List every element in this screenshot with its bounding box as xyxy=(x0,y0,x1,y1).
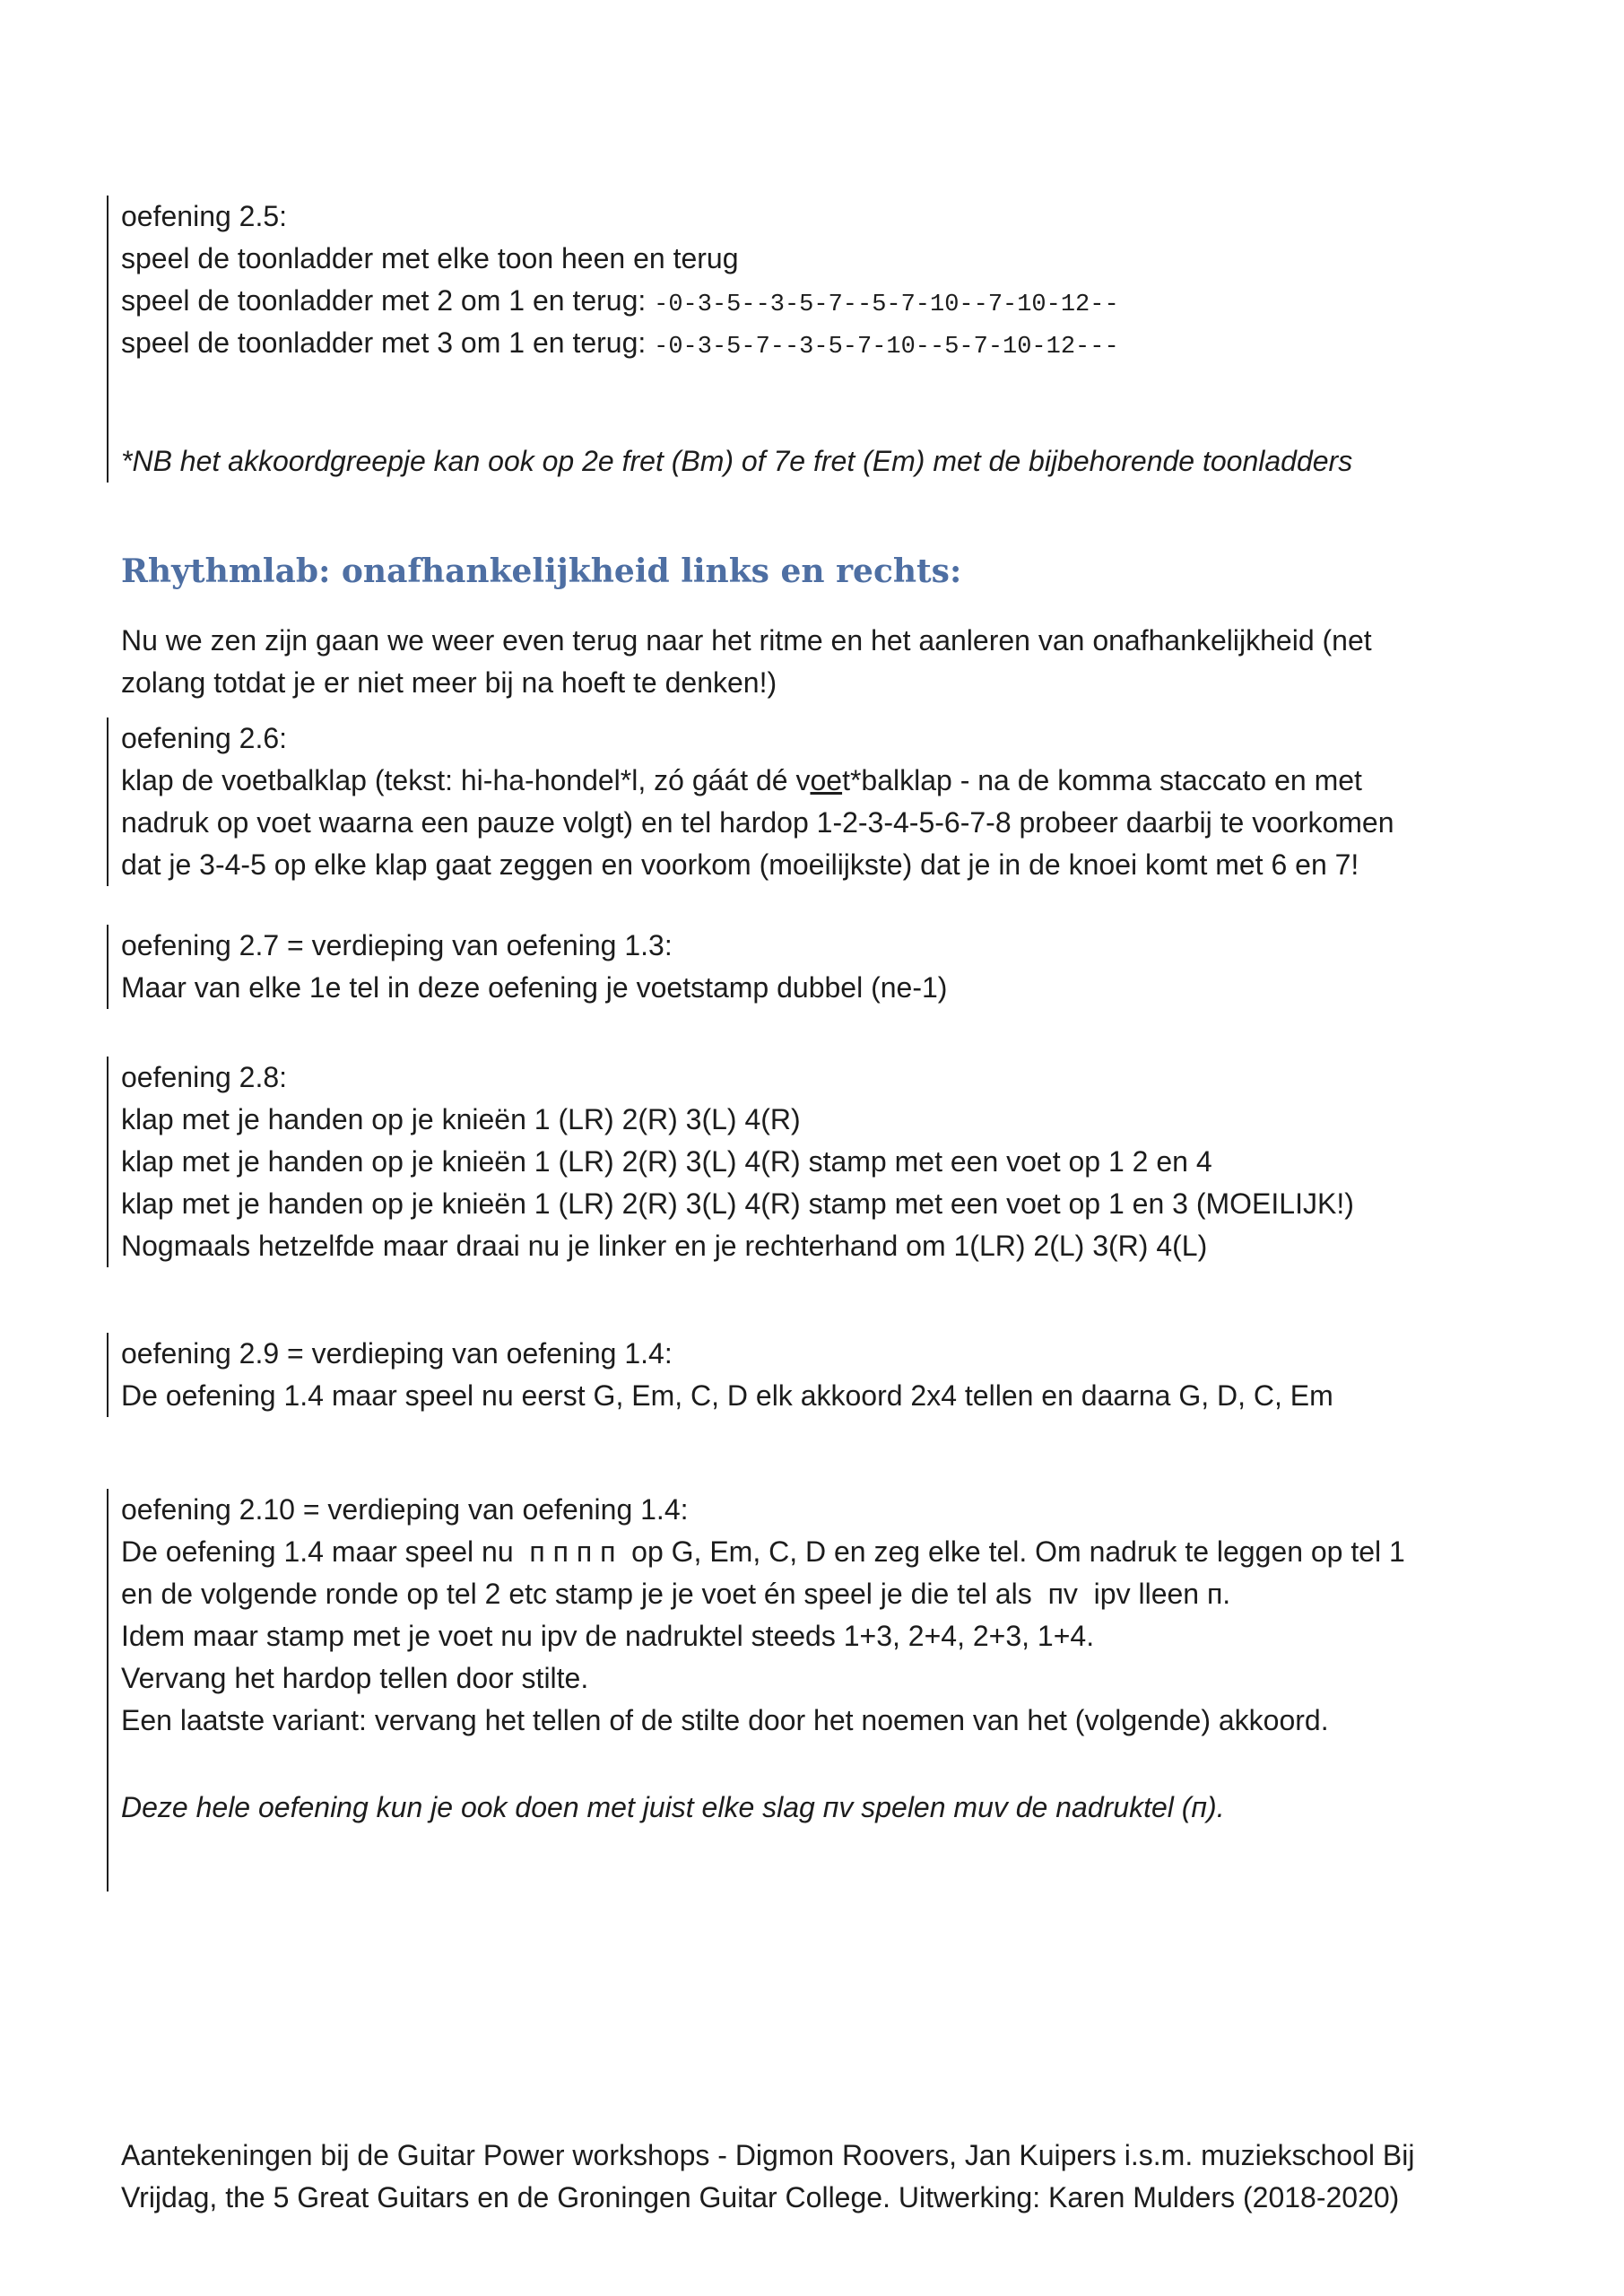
exercise-2-5-line3 xyxy=(121,322,1352,364)
exercise-2-6-line1-pre: klap de voetbalklap (tekst: hi-ha-hondel*l, zó gáát dé v xyxy=(121,764,811,796)
exercise-2-6-line1-post: t*balklap - na de komma staccato en met xyxy=(842,764,1362,796)
exercise-2-5-line2 xyxy=(121,280,1352,322)
exercise-2-8-line4: Nogmaals hetzelfde maar draai nu je linker en je rechterhand om 1(LR) 2(L) 3(R) 4(L) xyxy=(121,1230,1208,1262)
exercise-2-10-line1: De oefening 1.4 maar speel nu п п п п op G, Em, C, D en zeg elke tel. Om nadruk te leggen op tel 1 xyxy=(121,1535,1405,1568)
page-footer xyxy=(121,2135,1414,2219)
exercise-2-10-line4: Vervang het hardop tellen door stilte. xyxy=(121,1662,589,1694)
spacer xyxy=(121,1742,1405,1787)
section-intro-line1: Nu we zen zijn gaan we weer even terug naar het ritme en het aanleren van onafhankelijkheid (net xyxy=(121,624,1372,657)
exercise-2-10-note: Deze hele oefening kun je ook doen met juist elke slag пv spelen muv de nadruktel (п). xyxy=(121,1791,1225,1823)
exercise-2-5-line3-label: speel de toonladder met 3 om 1 en terug: xyxy=(121,326,655,359)
exercise-2-8-line1: klap met je handen op je knieën 1 (LR) 2(R) 3(L) 4(R) xyxy=(121,1103,801,1135)
section-heading: Rhythmlab: onafhankelijkheid links en rechts: xyxy=(121,552,962,590)
exercise-2-6-line1-underlined: oe xyxy=(810,764,843,796)
footer-line1: Aantekeningen bij de Guitar Power workshops - Digmon Roovers, Jan Kuipers i.s.m. muziekschool Bij xyxy=(121,2139,1415,2171)
spacer xyxy=(121,364,1352,440)
exercise-2-8-line3: klap met je handen op je knieën 1 (LR) 2(R) 3(L) 4(R) stamp met een voet op 1 en 3 (MOEILIJK!) xyxy=(121,1187,1354,1220)
exercise-2-9-block xyxy=(107,1333,1333,1417)
exercise-2-7-title: oefening 2.7 = verdieping van oefening 1.3: xyxy=(121,929,673,961)
spacer xyxy=(121,1829,1405,1892)
exercise-2-5-line2-label: speel de toonladder met 2 om 1 en terug: xyxy=(121,284,655,317)
footer-line2: Vrijdag, the 5 Great Guitars en de Groningen Guitar College. Uitwerking: Karen Mulders (2018-2020) xyxy=(121,2181,1400,2213)
section-intro-line2: zolang totdat je er niet meer bij na hoeft te denken!) xyxy=(121,666,777,699)
section-intro xyxy=(121,620,1372,704)
exercise-2-9-line1: De oefening 1.4 maar speel nu eerst G, Em, C, D elk akkoord 2x4 tellen en daarna G, D, C, Em xyxy=(121,1379,1333,1412)
exercise-2-10-line3: Idem maar stamp met je voet nu ipv de nadruktel steeds 1+3, 2+4, 2+3, 1+4. xyxy=(121,1620,1095,1652)
exercise-2-5-line1: speel de toonladder met elke toon heen en terug xyxy=(121,242,739,274)
exercise-2-7-line1: Maar van elke 1e tel in deze oefening je voetstamp dubbel (ne-1) xyxy=(121,971,948,1004)
exercise-2-10-line2: en de volgende ronde op tel 2 etc stamp je je voet én speel je die tel als пv ipv lleen п. xyxy=(121,1578,1231,1610)
exercise-2-5-block xyxy=(107,196,1352,483)
exercise-2-5-note: *NB het akkoordgreepje kan ook op 2e fret (Bm) of 7e fret (Em) met de bijbehorende toonladders xyxy=(121,445,1353,477)
exercise-2-10-line5: Een laatste variant: vervang het tellen of de stilte door het noemen van het (volgende) akkoord. xyxy=(121,1704,1329,1736)
exercise-2-6-title: oefening 2.6: xyxy=(121,722,288,754)
exercise-2-8-line2: klap met je handen op je knieën 1 (LR) 2(R) 3(L) 4(R) stamp met een voet op 1 2 en 4 xyxy=(121,1145,1212,1178)
exercise-2-5-title: oefening 2.5: xyxy=(121,200,288,232)
exercise-2-5-line2-tab-sequence: -0-3-5--3-5-7--5-7-10--7-10-12-- xyxy=(654,291,1119,318)
exercise-2-10-title: oefening 2.10 = verdieping van oefening 1.4: xyxy=(121,1493,689,1526)
exercise-2-8-title: oefening 2.8: xyxy=(121,1061,288,1093)
exercise-2-9-title: oefening 2.9 = verdieping van oefening 1.4: xyxy=(121,1337,673,1370)
exercise-2-6-line3: dat je 3-4-5 op elke klap gaat zeggen en voorkom (moeilijkste) dat je in de knoei komt met 6 en 7! xyxy=(121,848,1359,881)
exercise-2-6-line1 xyxy=(121,760,1394,802)
exercise-2-6-block xyxy=(107,718,1394,886)
exercise-2-6-line2: nadruk op voet waarna een pauze volgt) en tel hardop 1-2-3-4-5-6-7-8 probeer daarbij te voorkomen xyxy=(121,806,1394,839)
exercise-2-10-block xyxy=(107,1489,1405,1892)
exercise-2-8-block xyxy=(107,1057,1354,1267)
exercise-2-7-block xyxy=(107,925,947,1009)
exercise-2-5-line3-tab-sequence: -0-3-5-7--3-5-7-10--5-7-10-12--- xyxy=(654,334,1119,361)
